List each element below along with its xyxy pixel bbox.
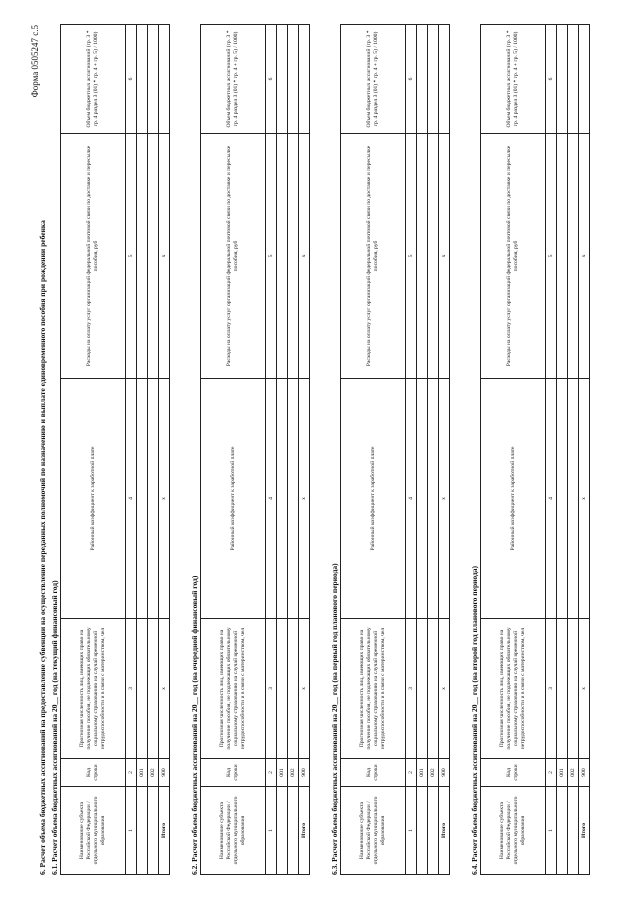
column-number: 6 (546, 25, 557, 134)
table-cell (417, 787, 428, 875)
column-number: 6 (126, 25, 137, 134)
table-cell (288, 134, 299, 379)
table-cell (288, 379, 299, 619)
column-header: Наименование субъекта Российской Федерации / отдельного муниципального образования (481, 787, 546, 875)
table-cell (428, 619, 439, 759)
table-cell (277, 25, 288, 134)
x-mark: x (299, 379, 310, 619)
table-cell (417, 134, 428, 379)
column-number: 2 (546, 759, 557, 787)
table-cell (428, 25, 439, 134)
column-number: 3 (406, 619, 417, 759)
table-row (417, 25, 428, 875)
rotated-form (30, 25, 610, 875)
column-header: Районный коэффициент к заработной плате (61, 379, 126, 619)
column-number: 5 (126, 134, 137, 379)
column-number: 3 (266, 619, 277, 759)
total-code: 900 (299, 759, 310, 787)
table-cell (137, 787, 148, 875)
column-header: Код строки (341, 759, 406, 787)
row-code: 002 (288, 759, 299, 787)
column-header: Прогнозная численность лиц, имеющих право на получение пособия, не подлежащих обязательному социальному страхованию на случай временной нетрудоспособности и в связи с материнством, чел (201, 619, 266, 759)
header-row (341, 25, 406, 875)
column-number: 5 (546, 134, 557, 379)
section-3 (330, 25, 450, 875)
x-mark: x (159, 134, 170, 379)
column-header: Наименование субъекта Российской Федерации / отдельного муниципального образования (61, 787, 126, 875)
table-cell (557, 379, 568, 619)
total-value (579, 25, 590, 134)
column-number: 1 (406, 787, 417, 875)
table-cell (277, 619, 288, 759)
table-row (137, 25, 148, 875)
table-cell (557, 134, 568, 379)
column-number: 6 (406, 25, 417, 134)
total-label: Итого (299, 787, 310, 875)
row-code: 001 (557, 759, 568, 787)
column-number: 2 (266, 759, 277, 787)
column-header: Наименование субъекта Российской Федерации / отдельного муниципального образования (201, 787, 266, 875)
header-row (481, 25, 546, 875)
section-title: 6.4. Расчет объема бюджетных ассигнований на 20__ год (на второй год планового периода) (470, 565, 479, 875)
table-cell (568, 379, 579, 619)
column-header: Расходы на оплату услуг организаций федеральной почтовой связи по доставке и пересылке пособия, руб (341, 134, 406, 379)
column-number: 4 (546, 379, 557, 619)
column-header: Объем бюджетных ассигнований (гр. 3 * гр. 4 раздел 3 (01) * гр. 4 + гр. 5) / 1000) (481, 25, 546, 134)
column-number: 4 (266, 379, 277, 619)
header-row (61, 25, 126, 875)
table-cell (137, 619, 148, 759)
column-number: 3 (546, 619, 557, 759)
table-cell (137, 134, 148, 379)
section-title: 6.3. Расчет объема бюджетных ассигнований на 20__ год (на первый год планового периода) (330, 563, 339, 875)
row-code: 001 (277, 759, 288, 787)
table-cell (277, 134, 288, 379)
total-label: Итого (579, 787, 590, 875)
column-number: 4 (406, 379, 417, 619)
row-code: 002 (428, 759, 439, 787)
section-title: 6.1. Расчет объема бюджетных ассигнований на 20__ год (на текущий финансовый год) (50, 580, 59, 875)
table-cell (417, 379, 428, 619)
table-cell (568, 787, 579, 875)
column-header: Районный коэффициент к заработной плате (341, 379, 406, 619)
x-mark: x (579, 619, 590, 759)
table-cell (417, 619, 428, 759)
total-label: Итого (439, 787, 450, 875)
total-code: 900 (579, 759, 590, 787)
x-mark: x (579, 134, 590, 379)
section-table (60, 24, 170, 875)
section-table (340, 24, 450, 875)
table-cell (288, 25, 299, 134)
row-code: 001 (137, 759, 148, 787)
column-header: Прогнозная численность лиц, имеющих право на получение пособия, не подлежащих обязательному социальному страхованию на случай временной нетрудоспособности и в связи с материнством, чел (61, 619, 126, 759)
column-number: 6 (266, 25, 277, 134)
table-cell (428, 787, 439, 875)
section-4 (470, 25, 590, 875)
section-table (480, 24, 590, 875)
row-code: 001 (417, 759, 428, 787)
total-label: Итого (159, 787, 170, 875)
row-code: 002 (568, 759, 579, 787)
total-row (299, 25, 310, 875)
column-header: Объем бюджетных ассигнований (гр. 3 * гр. 4 раздел 3 (01) * гр. 4 + гр. 5) / 1000) (61, 25, 126, 134)
table-cell (137, 25, 148, 134)
table-row (148, 25, 159, 875)
column-header: Код строки (61, 759, 126, 787)
total-value (159, 25, 170, 134)
main-title: 6. Расчет объема бюджетных ассигнований на предоставление субвенции на осуществление переданных полномочий по назначению и выплате единовременного пособия при рождении ребенка (38, 220, 47, 875)
column-number: 1 (126, 787, 137, 875)
table-cell (557, 619, 568, 759)
table-cell (557, 787, 568, 875)
table-cell (277, 379, 288, 619)
total-code: 900 (439, 759, 450, 787)
x-mark: x (579, 379, 590, 619)
column-header: Районный коэффициент к заработной плате (481, 379, 546, 619)
column-number-row (126, 25, 137, 875)
column-number-row (406, 25, 417, 875)
section-2 (190, 25, 310, 875)
total-row (159, 25, 170, 875)
column-number: 3 (126, 619, 137, 759)
table-row (568, 25, 579, 875)
column-number: 2 (126, 759, 137, 787)
table-cell (417, 25, 428, 134)
total-value (299, 25, 310, 134)
table-cell (137, 379, 148, 619)
column-header: Расходы на оплату услуг организаций федеральной почтовой связи по доставке и пересылке пособия, руб (201, 134, 266, 379)
x-mark: x (439, 619, 450, 759)
column-header: Объем бюджетных ассигнований (гр. 3 * гр. 4 раздел 3 (01) * гр. 4 + гр. 5) / 1000) (341, 25, 406, 134)
column-header: Прогнозная численность лиц, имеющих право на получение пособия, не подлежащих обязательному социальному страхованию на случай временной нетрудоспособности и в связи с материнством, чел (481, 619, 546, 759)
table-cell (148, 25, 159, 134)
column-number: 1 (266, 787, 277, 875)
total-value (439, 25, 450, 134)
header-row (201, 25, 266, 875)
table-cell (568, 619, 579, 759)
column-number: 5 (266, 134, 277, 379)
table-cell (288, 619, 299, 759)
x-mark: x (159, 619, 170, 759)
section-table (200, 24, 310, 875)
section-1 (50, 25, 170, 875)
total-row (439, 25, 450, 875)
column-header: Расходы на оплату услуг организаций федеральной почтовой связи по доставке и пересылке пособия, руб (61, 134, 126, 379)
x-mark: x (299, 619, 310, 759)
section-title: 6.2. Расчет объема бюджетных ассигнований на 20__ год (на очередной финансовый год) (190, 575, 199, 875)
table-cell (557, 25, 568, 134)
x-mark: x (439, 134, 450, 379)
table-cell (277, 787, 288, 875)
column-header: Код строки (481, 759, 546, 787)
column-header: Районный коэффициент к заработной плате (201, 379, 266, 619)
row-code: 002 (148, 759, 159, 787)
column-header: Код строки (201, 759, 266, 787)
column-header: Прогнозная численность лиц, имеющих право на получение пособия, не подлежащих обязательному социальному страхованию на случай временной нетрудоспособности и в связи с материнством, чел (341, 619, 406, 759)
table-cell (148, 619, 159, 759)
column-header: Наименование субъекта Российской Федерации / отдельного муниципального образования (341, 787, 406, 875)
column-number: 5 (406, 134, 417, 379)
table-cell (568, 25, 579, 134)
table-row (288, 25, 299, 875)
table-cell (148, 787, 159, 875)
column-header: Объем бюджетных ассигнований (гр. 3 * гр. 4 раздел 3 (01) * гр. 4 + гр. 5) / 1000) (201, 25, 266, 134)
table-cell (568, 134, 579, 379)
column-number-row (546, 25, 557, 875)
column-number: 1 (546, 787, 557, 875)
total-row (579, 25, 590, 875)
column-number: 2 (406, 759, 417, 787)
x-mark: x (299, 134, 310, 379)
table-cell (288, 787, 299, 875)
column-number-row (266, 25, 277, 875)
column-header: Расходы на оплату услуг организаций федеральной почтовой связи по доставке и пересылке пособия, руб (481, 134, 546, 379)
table-cell (428, 134, 439, 379)
table-row (557, 25, 568, 875)
table-row (277, 25, 288, 875)
table-cell (148, 379, 159, 619)
x-mark: x (439, 379, 450, 619)
column-number: 4 (126, 379, 137, 619)
form-code: Форма 0505247 с.5 (30, 25, 40, 98)
table-row (428, 25, 439, 875)
total-code: 900 (159, 759, 170, 787)
x-mark: x (159, 379, 170, 619)
table-cell (148, 134, 159, 379)
table-cell (428, 379, 439, 619)
